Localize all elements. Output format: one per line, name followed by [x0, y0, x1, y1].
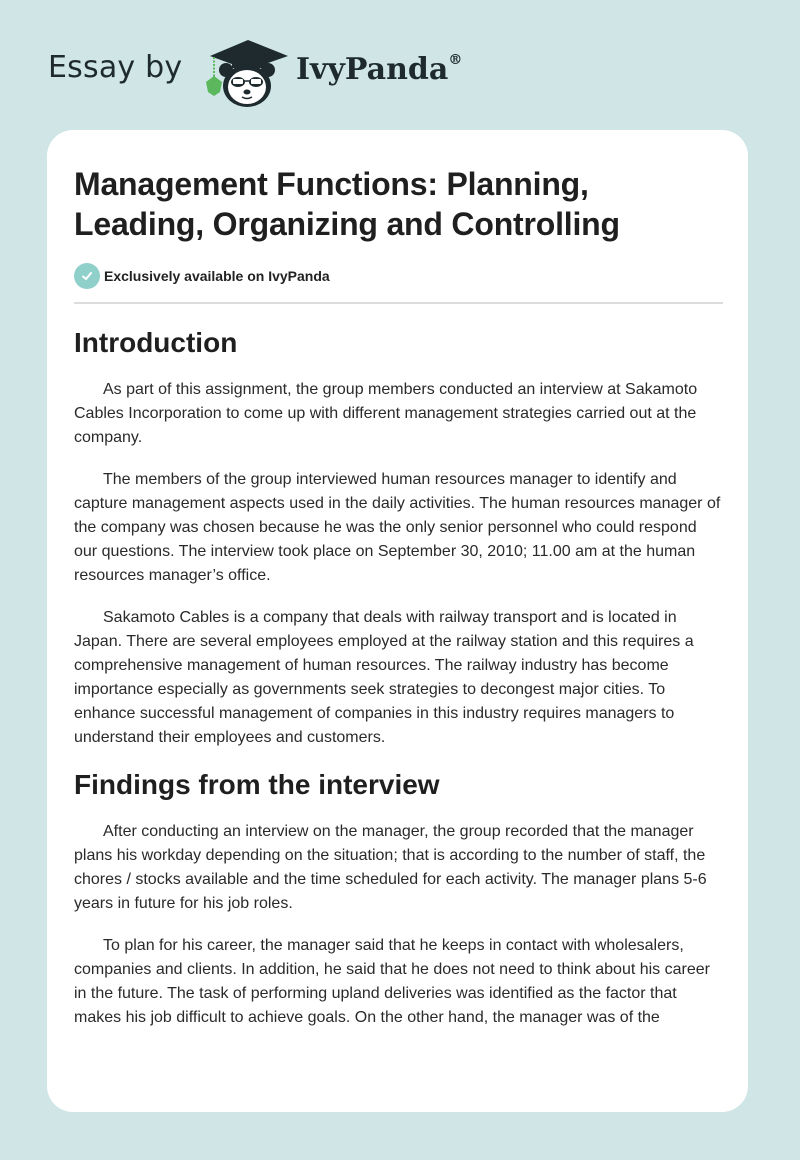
- site-header: [0, 0, 800, 130]
- section-introduction: [74, 326, 723, 750]
- section-findings: [74, 768, 723, 1030]
- exclusive-text: Exclusively available on IvyPanda: [104, 268, 330, 284]
- section-heading: Findings from the interview: [74, 769, 440, 800]
- divider: [74, 302, 723, 304]
- check-circle-icon: [74, 263, 100, 289]
- brand-text: IvyPanda: [296, 52, 449, 87]
- section-heading: Introduction: [74, 327, 238, 358]
- paragraph: To plan for his career, the manager said that he keeps in contact with wholesalers, companies and clients. In addition, he said that he does not need to think about his career in the future. The task of performing upland deliveries was identified as the factor that makes his job difficult to achieve goals. On the other hand, the manager was of the: [74, 937, 710, 1026]
- paragraph: The members of the group interviewed human resources manager to identify and capture management aspects used in the daily activities. The human resources manager of the company was chosen because he was the only senior personnel who could respond our questions. The interview took place on September 30, 2010; 11.00 am at the human resources manager’s office.: [74, 471, 721, 584]
- essay-card: [47, 130, 748, 1112]
- paragraph: Sakamoto Cables is a company that deals with railway transport and is located in Japan. There are several employees employed at the railway station and this requires a comprehensive management of human resources. The railway industry has become importance especially as governments seek strategies to decongest major cities. To enhance successful management of companies in this industry requires managers to understand their employees and customers.: [74, 609, 694, 746]
- essay-content: [74, 164, 723, 1048]
- paragraph: As part of this assignment, the group members conducted an interview at Sakamoto Cables Incorporation to come up with different management strategies carried out at the company.: [74, 381, 698, 446]
- essay-by-label: Essay by: [48, 50, 183, 85]
- panda-graduation-cap-icon[interactable]: [202, 36, 292, 108]
- brand-name[interactable]: [296, 52, 462, 87]
- page-title: Management Functions: Planning, Leading, Organizing and Controlling: [74, 166, 620, 242]
- registered-mark: ®: [448, 52, 463, 68]
- paragraph: After conducting an interview on the manager, the group recorded that the manager plans his workday depending on the situation; that is according to the number of staff, the chores / stocks available and the time scheduled for each activity. The manager plans 5-6 years in future for his job roles.: [74, 823, 707, 912]
- exclusive-badge: [74, 262, 723, 290]
